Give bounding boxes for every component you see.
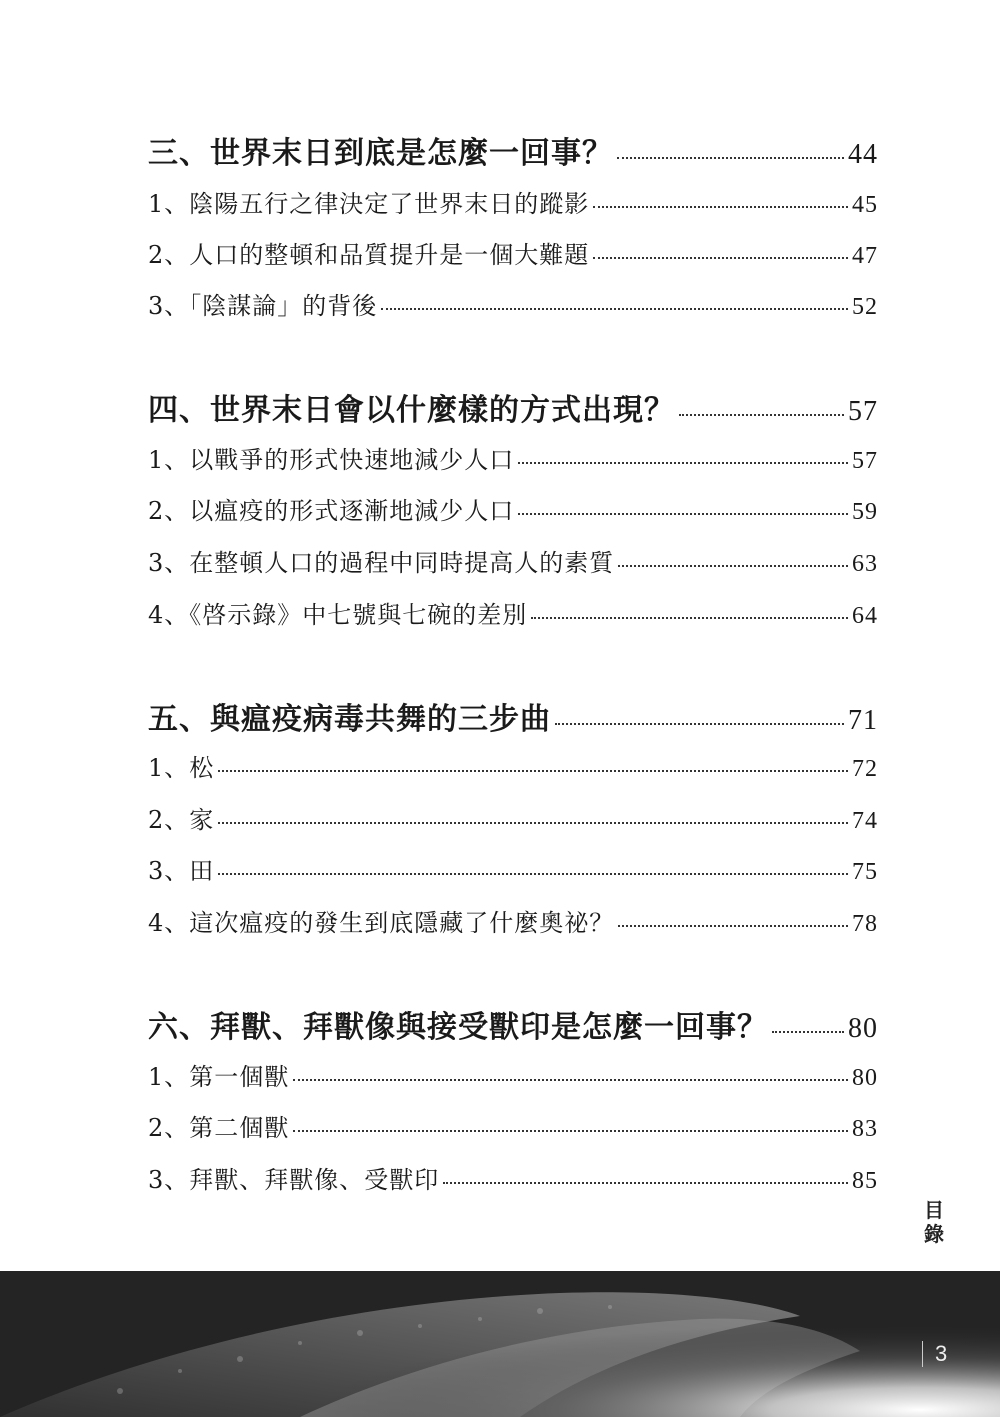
toc-item[interactable]	[148, 903, 878, 938]
toc-item[interactable]	[148, 1108, 878, 1143]
dot-leader	[293, 1079, 848, 1081]
item-title: 3、在整頓人口的過程中同時提高人的素質	[148, 549, 615, 577]
dot-leader	[772, 1031, 844, 1033]
heading-title: 五、與瘟疫病毒共舞的三步曲	[148, 702, 551, 737]
toc-item[interactable]	[148, 491, 878, 526]
dot-leader	[518, 462, 848, 464]
side-label-contents	[922, 1198, 946, 1246]
page-ref: 45	[852, 192, 878, 218]
page-ref: 75	[852, 859, 878, 885]
dot-leader	[593, 206, 848, 208]
page-number: 3	[922, 1341, 947, 1367]
item-title: 3、田	[148, 857, 215, 885]
toc-item[interactable]	[148, 1057, 878, 1092]
dot-leader	[218, 873, 848, 875]
item-title: 1、陰陽五行之律決定了世界末日的蹤影	[148, 190, 590, 218]
heading-title: 六、拜獸、拜獸像與接受獸印是怎麼一回事？	[148, 1010, 768, 1045]
toc-heading[interactable]	[148, 385, 878, 429]
dot-leader	[618, 925, 848, 927]
toc-item[interactable]	[148, 286, 878, 321]
toc-item[interactable]	[148, 235, 878, 270]
page-ref: 83	[852, 1116, 878, 1142]
dot-leader	[518, 513, 848, 515]
dot-leader	[531, 617, 848, 619]
toc-item[interactable]	[148, 851, 878, 886]
dot-leader	[443, 1182, 848, 1184]
item-title: 4、這次瘟疫的發生到底隱藏了什麼奧祕？	[148, 909, 615, 937]
dot-leader	[218, 822, 848, 824]
toc-heading[interactable]	[148, 694, 878, 738]
dot-leader	[618, 565, 848, 567]
page-ref: 57	[852, 448, 878, 474]
dot-leader	[381, 308, 848, 310]
earth-horizon-image	[0, 1271, 1000, 1417]
item-title: 3、拜獸、拜獸像、受獸印	[148, 1166, 440, 1194]
heading-title: 三、世界末日到底是怎麼一回事？	[148, 136, 613, 171]
page-ref: 80	[848, 1013, 878, 1044]
item-title: 2、人口的整頓和品質提升是一個大難題	[148, 241, 590, 269]
toc-item[interactable]	[148, 543, 878, 578]
dot-leader	[679, 414, 844, 416]
toc-item[interactable]	[148, 595, 878, 630]
toc-item[interactable]	[148, 748, 878, 783]
item-title: 1、第一個獸	[148, 1063, 290, 1091]
item-title: 2、第二個獸	[148, 1114, 290, 1142]
dot-leader	[593, 257, 848, 259]
page-ref: 85	[852, 1168, 878, 1194]
page-ref: 71	[848, 705, 878, 736]
item-title: 1、以戰爭的形式快速地減少人口	[148, 446, 515, 474]
page-ref: 78	[852, 911, 878, 937]
page-ref: 57	[848, 396, 878, 427]
page-ref: 74	[852, 808, 878, 834]
item-title: 2、家	[148, 806, 215, 834]
page-ref: 52	[852, 294, 878, 320]
page-ref: 64	[852, 603, 878, 629]
dot-leader	[555, 723, 844, 725]
page-ref: 72	[852, 756, 878, 782]
item-title: 4、《啓示錄》中七號與七碗的差別	[148, 601, 528, 629]
page-ref: 44	[848, 139, 878, 170]
toc-item[interactable]	[148, 440, 878, 475]
item-title: 3、「陰謀論」的背後	[148, 292, 378, 320]
heading-title: 四、世界末日會以什麼樣的方式出現？	[148, 393, 675, 428]
toc-item[interactable]	[148, 1160, 878, 1195]
page-ref: 63	[852, 551, 878, 577]
page-ref: 80	[852, 1065, 878, 1091]
toc-item[interactable]	[148, 184, 878, 219]
toc-heading[interactable]	[148, 128, 878, 172]
dot-leader	[218, 770, 848, 772]
page-ref: 47	[852, 243, 878, 269]
toc-heading[interactable]	[148, 1002, 878, 1046]
side-label-char: 目	[924, 1198, 944, 1222]
page-ref: 59	[852, 499, 878, 525]
dot-leader	[293, 1130, 848, 1132]
dot-leader	[617, 157, 844, 159]
item-title: 1、松	[148, 754, 215, 782]
side-label-char: 錄	[924, 1222, 944, 1246]
footer-banner-image	[0, 1271, 1000, 1417]
toc-item[interactable]	[148, 800, 878, 835]
item-title: 2、以瘟疫的形式逐漸地減少人口	[148, 497, 515, 525]
